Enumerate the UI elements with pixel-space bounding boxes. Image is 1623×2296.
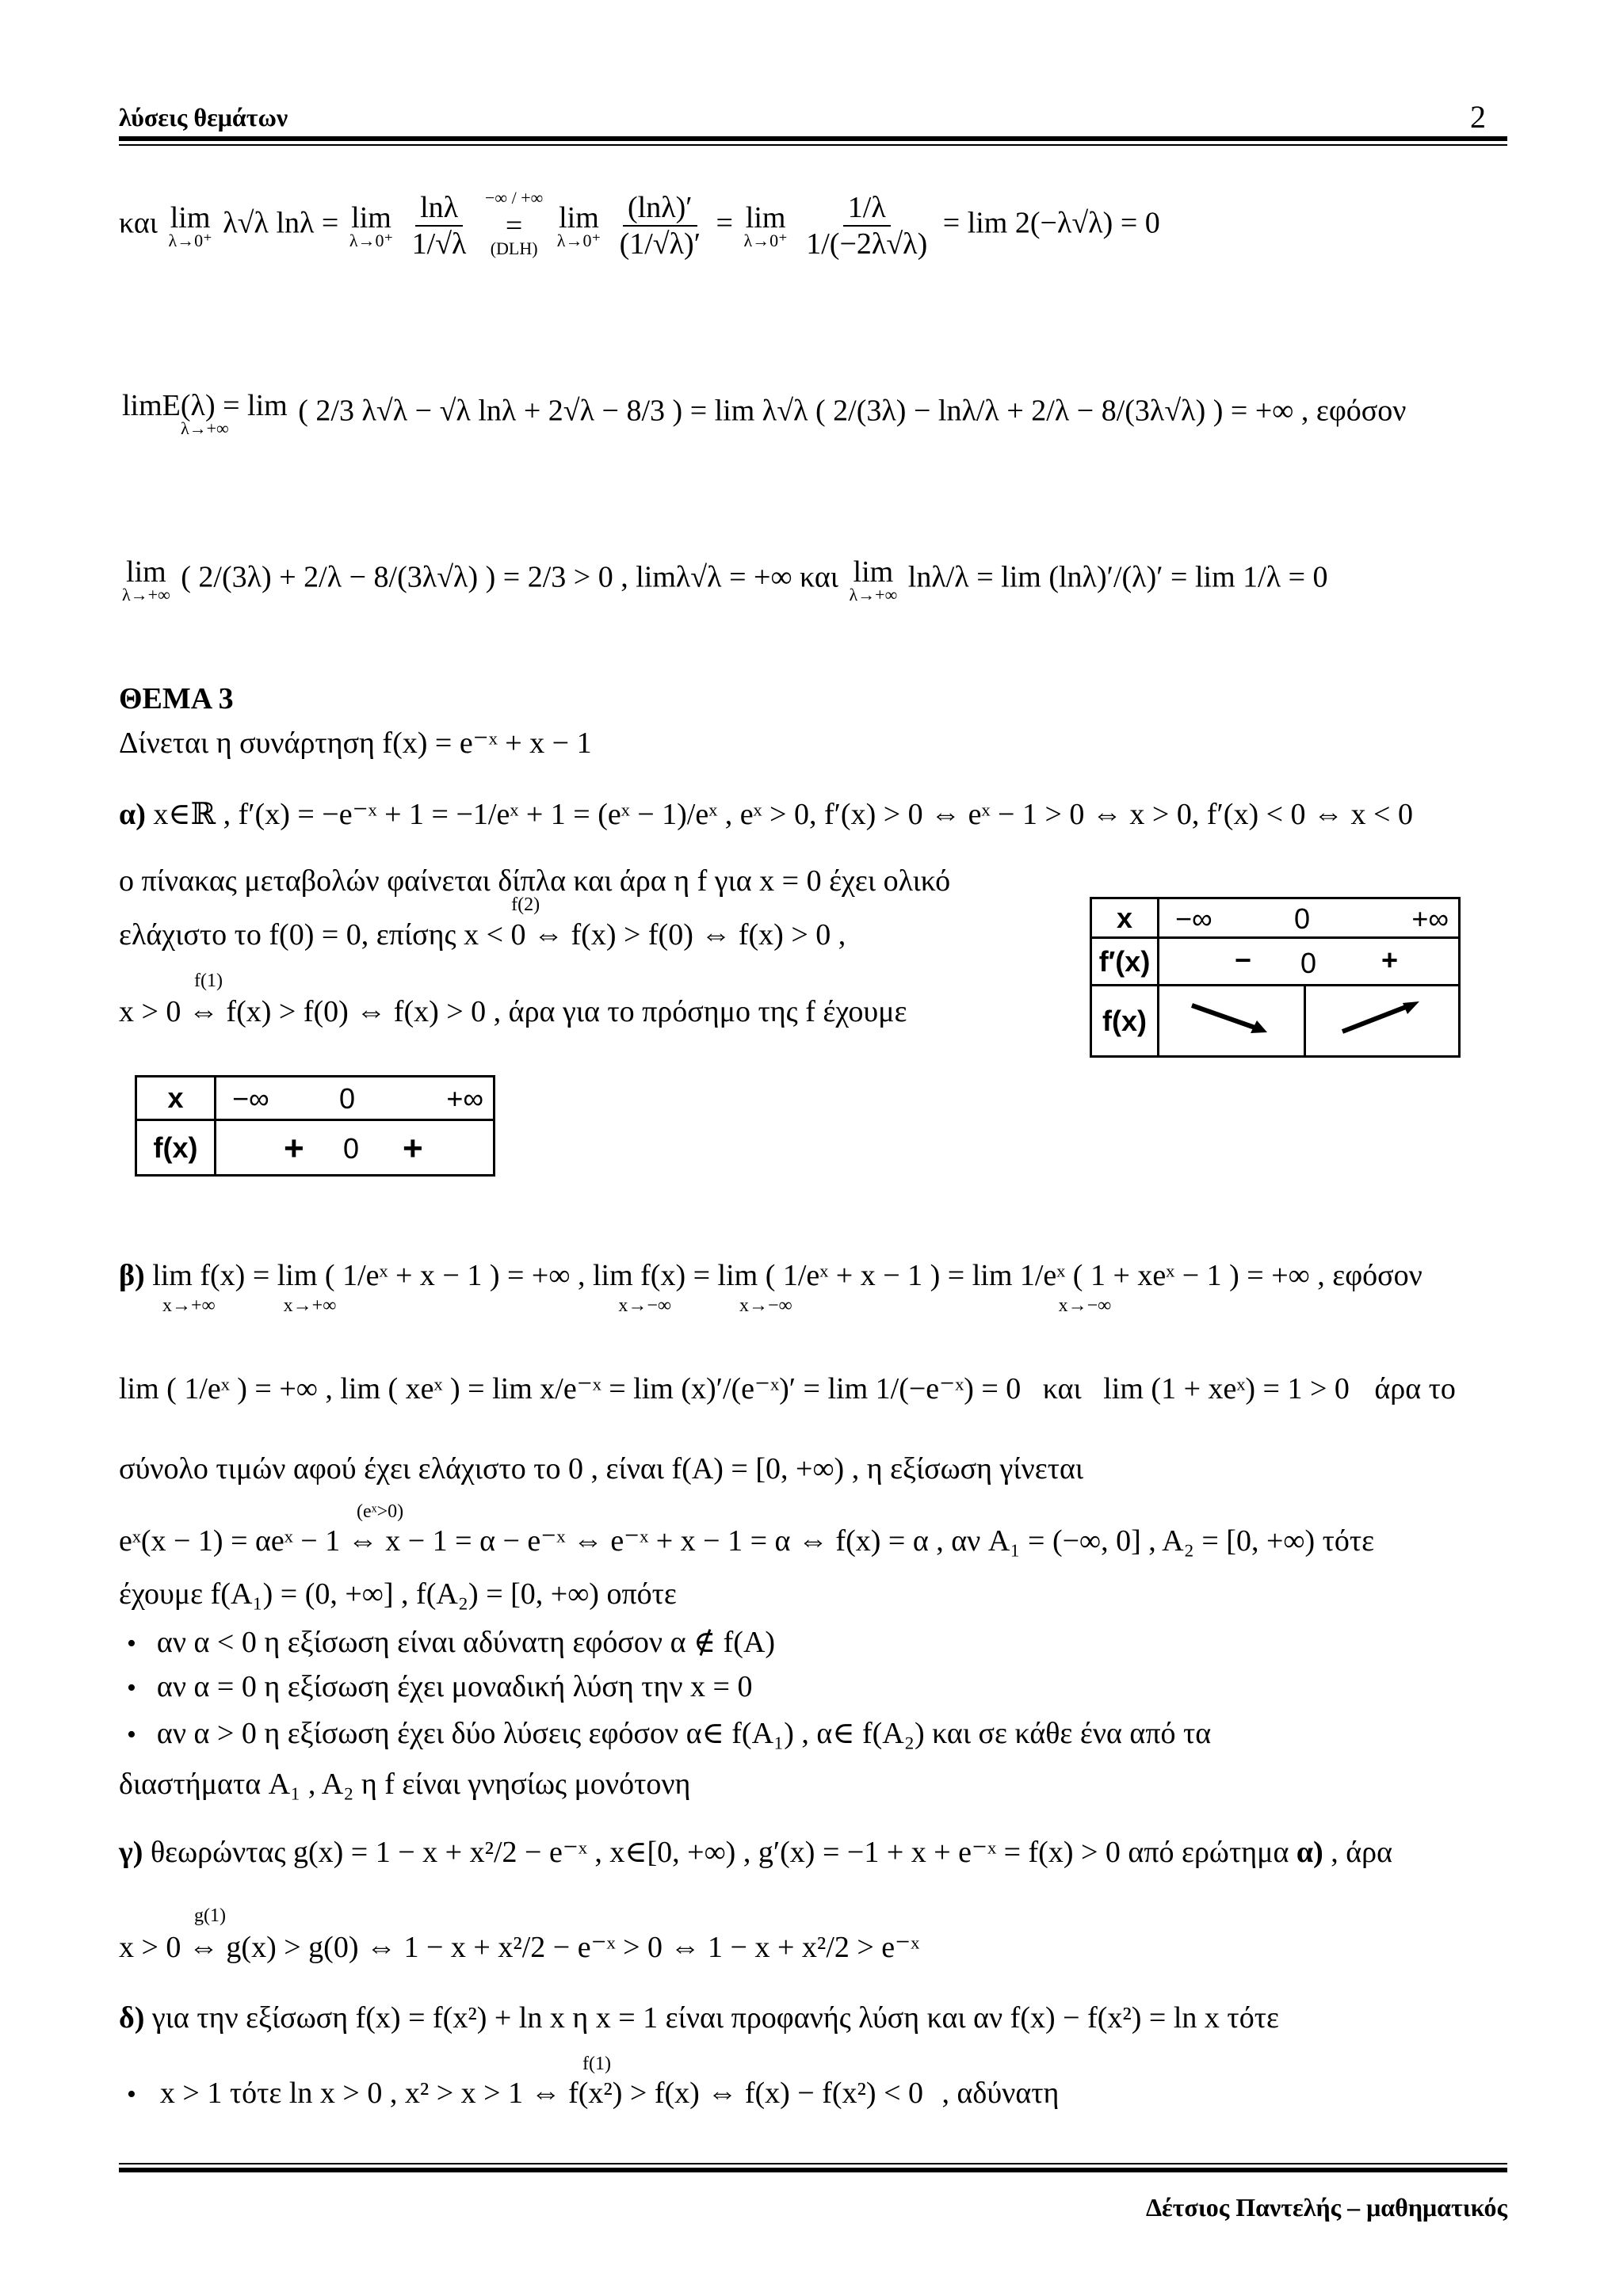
part-b-line6: διαστήματα A₁ , A₂ η f είναι γνησίως μονότονη bbox=[119, 1768, 691, 1801]
footer-rule-thick bbox=[119, 2168, 1507, 2172]
x-val-right: +∞ bbox=[1411, 902, 1449, 935]
table-x-label: x bbox=[1091, 898, 1159, 938]
top-line-2 bbox=[119, 388, 1406, 439]
x-val-mid: 0 bbox=[1294, 902, 1311, 935]
fp-sign-right: + bbox=[1381, 944, 1399, 976]
frac-derivatives: $\frac{(\ln\lambda)'}{(1/√\lambda)'}$ bbox=[619, 191, 701, 261]
theme3-heading: ΘΕΜΑ 3 bbox=[119, 682, 234, 715]
lim-op: lim λ→0⁺ bbox=[743, 201, 788, 250]
bullet-2: • αν α = 0 η εξίσωση έχει μοναδική λύση την x = 0 bbox=[127, 1670, 753, 1703]
variation-table bbox=[1090, 897, 1461, 1058]
decreasing-arrow-icon bbox=[1184, 994, 1279, 1041]
page-number: 2 bbox=[1470, 99, 1486, 135]
limE-expression: ( 2/3 λ√λ − √λ lnλ + 2√λ − 8/3 ) = lim λ√λ ( 2/(3λ) − lnλ/λ + 2/λ − 8/(3λ√λ) ) = +∞ bbox=[298, 394, 1294, 428]
part-g-line2: x > 0 ⇔ g(x) > g(0) ⇔ 1 − x + x²/2 − e⁻ˣ > 0 ⇔ 1 − x + x²/2 > e⁻ˣ bbox=[119, 1931, 920, 1964]
part-b-line1: β) lim f(x) = lim ( 1/eˣ + x − 1 ) = +∞ , lim f(x) = lim ( 1/eˣ + x − 1 ) = lim 1/eˣ ( 1 + xeˣ − 1 ) = +∞ , εφόσον bbox=[119, 1259, 1423, 1292]
lim-op: lim λ→0⁺ bbox=[168, 201, 212, 250]
part-b-line4-note: (eˣ>0) bbox=[357, 1501, 404, 1522]
bullet-3: • αν α > 0 η εξίσωση έχει δύο λύσεις εφόσον α∈ f(A₁) , α∈ f(A₂) και σε κάθε ένα από τα bbox=[127, 1717, 1212, 1750]
part-b-line3: σύνολο τιμών αφού έχει ελάχιστο το 0 , είναι f(A) = [0, +∞) , η εξίσωση γίνεται bbox=[119, 1452, 1084, 1486]
top-line-1: και lim λ→0⁺ λ√λ lnλ = lim λ→0⁺ $\frac{\ln\lambda}{1/√\lambda}$ −∞ / +∞ = (DLH) lim λ→0⁺ $\frac{(\ln\lambda)'}{(1/√\lambda)'}$ = lim λ→0⁺ $\frac{1/\lambda}{1/(-2\lambda√\lambda)}$ = lim 2(−λ√λ) = 0 bbox=[119, 188, 1160, 261]
x-val-left: −∞ bbox=[232, 1082, 269, 1115]
efoson-text: , εφόσον bbox=[1300, 394, 1407, 428]
part-g-line1: γ) θεωρώντας g(x) = 1 − x + x²/2 − e⁻ˣ , x∈[0, +∞) , g′(x) = −1 + x + e⁻ˣ = f(x) > 0 από ερώτημα α) , άρα bbox=[119, 1836, 1393, 1869]
table-f-label: f(x) bbox=[1091, 986, 1159, 1057]
part-a-note3: f(1) bbox=[194, 971, 223, 991]
part-a-text2: ελάχιστο το f(0) = 0, επίσης f(2) x < 0 ⇔ f(x) > f(0) ⇔ f(x) > 0 , bbox=[119, 894, 846, 952]
x-val-left: −∞ bbox=[1175, 902, 1212, 935]
lim-op: lim λ→0⁺ bbox=[349, 201, 394, 250]
part-b-line5: έχουμε f(A₁) = (0, +∞] , f(A₂) = [0, +∞) οπότε bbox=[119, 1577, 677, 1611]
fp-sign-zero: 0 bbox=[1300, 947, 1317, 979]
fp-sign-left: − bbox=[1235, 944, 1252, 976]
theme3-given: Δίνεται η συνάρτηση f(x) = e⁻ˣ + x − 1 bbox=[119, 727, 592, 760]
part-d-bullet: • x > 1 τότε ln x > 0 , x² > x > 1 ⇔ f(x²) > f(x) ⇔ f(x) − f(x²) < 0 , αδύνατη bbox=[127, 2077, 1060, 2110]
part-g-line2-note: g(1) bbox=[194, 1905, 226, 1926]
table-fp-label: f′(x) bbox=[1091, 938, 1159, 986]
increasing-arrow-icon bbox=[1335, 994, 1430, 1041]
table-x-label: x bbox=[136, 1077, 216, 1120]
part-a-text1: ο πίνακας μεταβολών φαίνεται δίπλα και άρα η f για x = 0 έχει ολικό bbox=[119, 864, 951, 898]
kai-text: και bbox=[800, 560, 838, 594]
part-b-line1-subs: x→+∞ x→+∞ x→−∞ x→−∞ x→−∞ bbox=[162, 1295, 1112, 1316]
x-val-mid: 0 bbox=[339, 1082, 356, 1115]
limit-expression-a: ( 2/(3λ) + 2/λ − 8/(3λ√λ) ) = 2/3 > 0 bbox=[181, 560, 613, 594]
lim-op: lim λ→0⁺ bbox=[556, 201, 601, 250]
part-b-line2: lim ( 1/eˣ ) = +∞ , lim ( xeˣ ) = lim x/e⁻ˣ = lim (x)′/(e⁻ˣ)′ = lim 1/(−e⁻ˣ) = 0 και lim (1 + xeˣ) = 1 > 0 άρα το bbox=[119, 1372, 1456, 1405]
kai-text: και bbox=[119, 206, 158, 240]
f-sign-right: + bbox=[403, 1129, 423, 1168]
footer-rule-thin bbox=[119, 2163, 1507, 2164]
sign-table bbox=[135, 1075, 495, 1177]
expr1: λ√λ lnλ bbox=[223, 206, 315, 240]
table-f-label: f(x) bbox=[136, 1120, 216, 1176]
header-rule-thin bbox=[119, 144, 1507, 146]
part-d-line1: δ) για την εξίσωση f(x) = f(x²) + ln x η x = 1 είναι προφανής λύση και αν f(x) − f(x²) = ln x τότε bbox=[119, 2001, 1279, 2035]
f-sign-left: + bbox=[284, 1129, 304, 1168]
top-line-3 bbox=[119, 555, 1328, 605]
limit-expression-b: , limλ√λ = +∞ bbox=[621, 560, 792, 594]
header-rule-thick bbox=[119, 136, 1507, 141]
lim-E: limE(λ) = lim λ→+∞ bbox=[122, 389, 288, 438]
frac-nested: $\frac{1/\lambda}{1/(-2\lambda√\lambda)}$ bbox=[806, 191, 928, 261]
f-sign-zero: 0 bbox=[343, 1132, 360, 1165]
frac-ln-over-inv-sqrt: $\frac{\ln\lambda}{1/√\lambda}$ bbox=[411, 191, 467, 261]
lim-op: lim λ→+∞ bbox=[849, 555, 898, 605]
part-d-bullet-note: f(1) bbox=[582, 2054, 611, 2074]
part-b-line4: eˣ(x − 1) = αeˣ − 1 ⇔ x − 1 = α − e⁻ˣ ⇔ e⁻ˣ + x − 1 = α ⇔ f(x) = α , αν A₁ = (−∞, 0] , A₂ = [0, +∞) τότε bbox=[119, 1524, 1375, 1558]
part-a-text3: x > 0 ⇔ f(x) > f(0) ⇔ f(x) > 0 , άρα για το πρόσημο της f έχουμε bbox=[119, 995, 907, 1028]
lim-op: lim λ→+∞ bbox=[122, 555, 170, 605]
header-title: λύσεις θεμάτων bbox=[119, 103, 288, 132]
limit-expression-d: lnλ/λ = lim (lnλ)′/(λ)′ = lim 1/λ = 0 bbox=[907, 560, 1328, 594]
expr1-result: = lim 2(−λ√λ) = 0 bbox=[942, 206, 1160, 240]
lim-dlh: −∞ / +∞ = (DLH) bbox=[484, 188, 544, 258]
x-val-right: +∞ bbox=[446, 1082, 483, 1115]
footer-author: Δέτσιος Παντελής – μαθηματικός bbox=[1145, 2193, 1507, 2222]
part-a-line: α) x∈ℝ , f′(x) = −e⁻ˣ + 1 = −1/eˣ + 1 = (eˣ − 1)/eˣ , eˣ > 0, f′(x) > 0 ⇔ eˣ − 1 > 0 ⇔ x > 0, f′(x) < 0 ⇔ x < 0 bbox=[119, 798, 1413, 831]
bullet-1: • αν α < 0 η εξίσωση είναι αδύνατη εφόσον α ∉ f(A) bbox=[127, 1626, 776, 1659]
